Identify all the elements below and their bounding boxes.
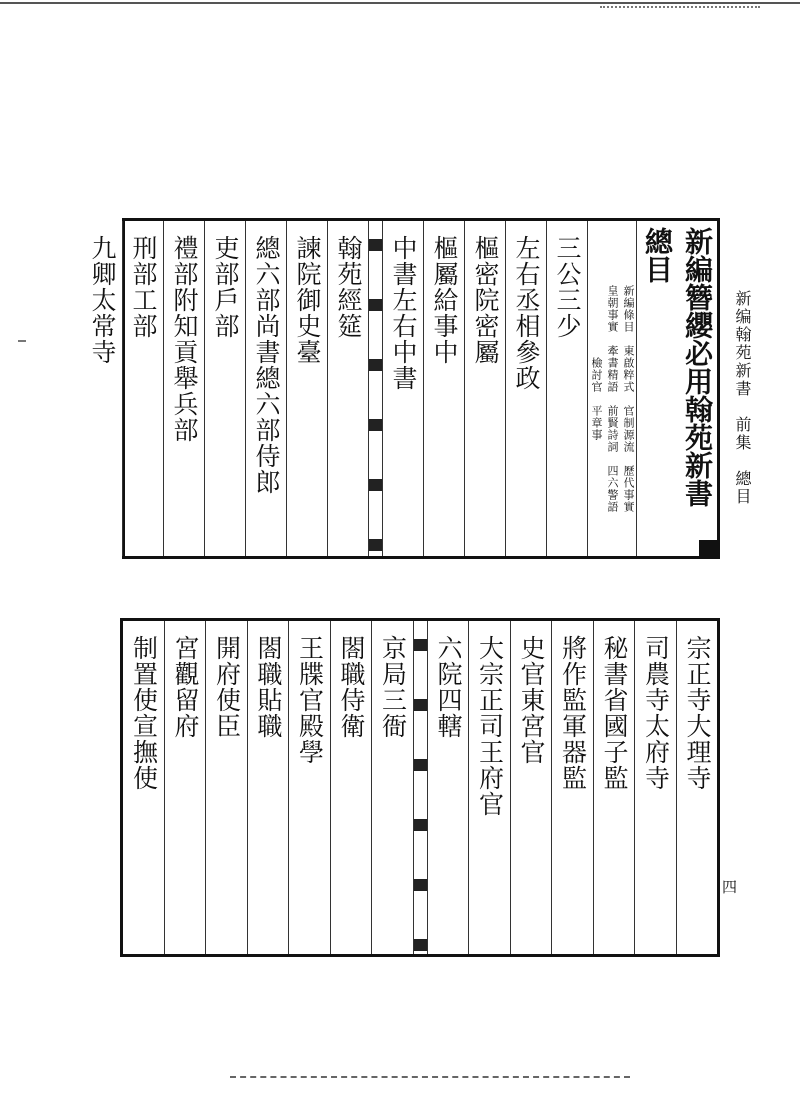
page-top-dots [600, 6, 760, 10]
entry-lower: 參政 [512, 339, 541, 391]
entry-upper: 大宗正司 [475, 635, 505, 739]
list-item [505, 221, 546, 556]
entry-upper: 諫院 [293, 235, 322, 287]
entry-lower: 密屬 [471, 313, 500, 365]
list-item [82, 221, 122, 556]
entry-upper: 宗正寺 [683, 635, 712, 713]
top-panel [88, 218, 720, 559]
entry-upper: 翰苑 [334, 235, 363, 287]
entry-upper: 京局 [378, 635, 408, 687]
list-item [123, 621, 164, 954]
entry-lower: 東宮官 [517, 687, 546, 765]
page-number: 四 [722, 878, 738, 896]
entry-upper: 司農寺 [641, 635, 671, 713]
list-item [327, 221, 368, 556]
entry-lower: 三衙 [378, 687, 408, 739]
entry-lower: 經筵 [334, 287, 363, 339]
entry-upper: 史官 [517, 635, 546, 687]
running-header: 新编翰苑新書 前集 總目 [733, 290, 752, 506]
entry-lower: 國子監 [600, 713, 629, 791]
entry-lower: 宣撫使 [129, 713, 159, 791]
entry-lower: 四轄 [434, 687, 463, 739]
entry-lower: 左右中書 [389, 287, 418, 391]
list-item [551, 621, 593, 954]
entry-lower: 工部 [129, 287, 158, 339]
list-item [676, 621, 718, 954]
entry-upper: 王牒官 [295, 635, 325, 713]
subtitle-line: 皇朝事實 牽書精語 前賢詩詞 四六警語 [606, 284, 619, 513]
entry-upper: 六院 [434, 635, 463, 687]
list-item [546, 221, 587, 556]
entry-lower: 三少 [553, 287, 582, 339]
entry-lower: 侍衛 [337, 687, 366, 739]
list-item [382, 221, 423, 556]
entry-lower: 殿學 [295, 713, 325, 765]
entry-upper: 總六部尚書 [252, 235, 281, 365]
list-item [247, 621, 289, 954]
list-item [288, 621, 330, 954]
entry-upper: 制置使 [129, 635, 159, 713]
entry-lower: 給事中 [430, 287, 459, 365]
entry-upper: 宮觀 [171, 635, 200, 687]
panel-title-text: 新編簪纓必用翰苑新書總目 [641, 227, 714, 507]
entry-upper: 秘書省 [600, 635, 629, 713]
entry-upper: 將作監 [558, 635, 588, 713]
subtitle-block [587, 221, 636, 556]
entry-upper: 刑部 [129, 235, 158, 287]
entry-upper: 禮部附知貢舉 [170, 235, 199, 391]
margin-mark [18, 340, 26, 342]
entry-lower: 太府寺 [641, 713, 671, 791]
list-item [163, 221, 204, 556]
entry-upper: 樞密院 [471, 235, 500, 313]
panel-title [636, 221, 717, 556]
entry-lower: 使臣 [212, 687, 242, 739]
list-item [286, 221, 327, 556]
entry-lower: 貼職 [254, 687, 283, 739]
entry-lower: 太常寺 [88, 287, 117, 365]
entry-lower: 兵部 [170, 391, 199, 443]
entry-lower: 戶部 [211, 287, 240, 339]
page-top-rule [0, 2, 800, 4]
subtitle-line: 新編條目 東啟粹式 官制源流 歷代事實 [622, 284, 635, 513]
entry-upper: 閤職 [254, 635, 283, 687]
list-item [423, 221, 464, 556]
entry-upper: 開府 [212, 635, 242, 687]
entry-upper: 吏部 [211, 235, 240, 287]
binding-gutter [368, 221, 382, 556]
entry-lower: 御史臺 [293, 287, 322, 365]
entry-upper: 左右丞相 [512, 235, 541, 339]
list-item [204, 221, 245, 556]
entry-upper: 九卿 [88, 235, 117, 287]
entry-lower: 王府官 [475, 739, 505, 817]
list-item [593, 621, 635, 954]
entry-lower: 留府 [171, 687, 200, 739]
list-item [427, 621, 469, 954]
page-bottom-rule [230, 1076, 630, 1080]
list-item [464, 221, 505, 556]
entry-lower: 總六部侍郎 [252, 365, 281, 495]
subtitle-line: 檢討官 平章事 [590, 356, 603, 441]
bottom-panel [120, 618, 720, 957]
entry-upper: 樞屬 [430, 235, 459, 287]
entry-upper: 三公 [553, 235, 582, 287]
list-item [468, 621, 510, 954]
list-item [330, 621, 372, 954]
list-item [205, 621, 247, 954]
seal-stamp-icon [699, 540, 717, 556]
list-item [371, 621, 413, 954]
binding-gutter [413, 621, 427, 954]
list-item [164, 621, 206, 954]
entry-upper: 閤職 [337, 635, 366, 687]
list-item [122, 221, 163, 556]
entry-upper: 中書 [389, 235, 418, 287]
list-item [510, 621, 552, 954]
entry-lower: 大理寺 [683, 713, 712, 791]
list-item [245, 221, 286, 556]
list-item [634, 621, 676, 954]
entry-lower: 軍器監 [558, 713, 588, 791]
